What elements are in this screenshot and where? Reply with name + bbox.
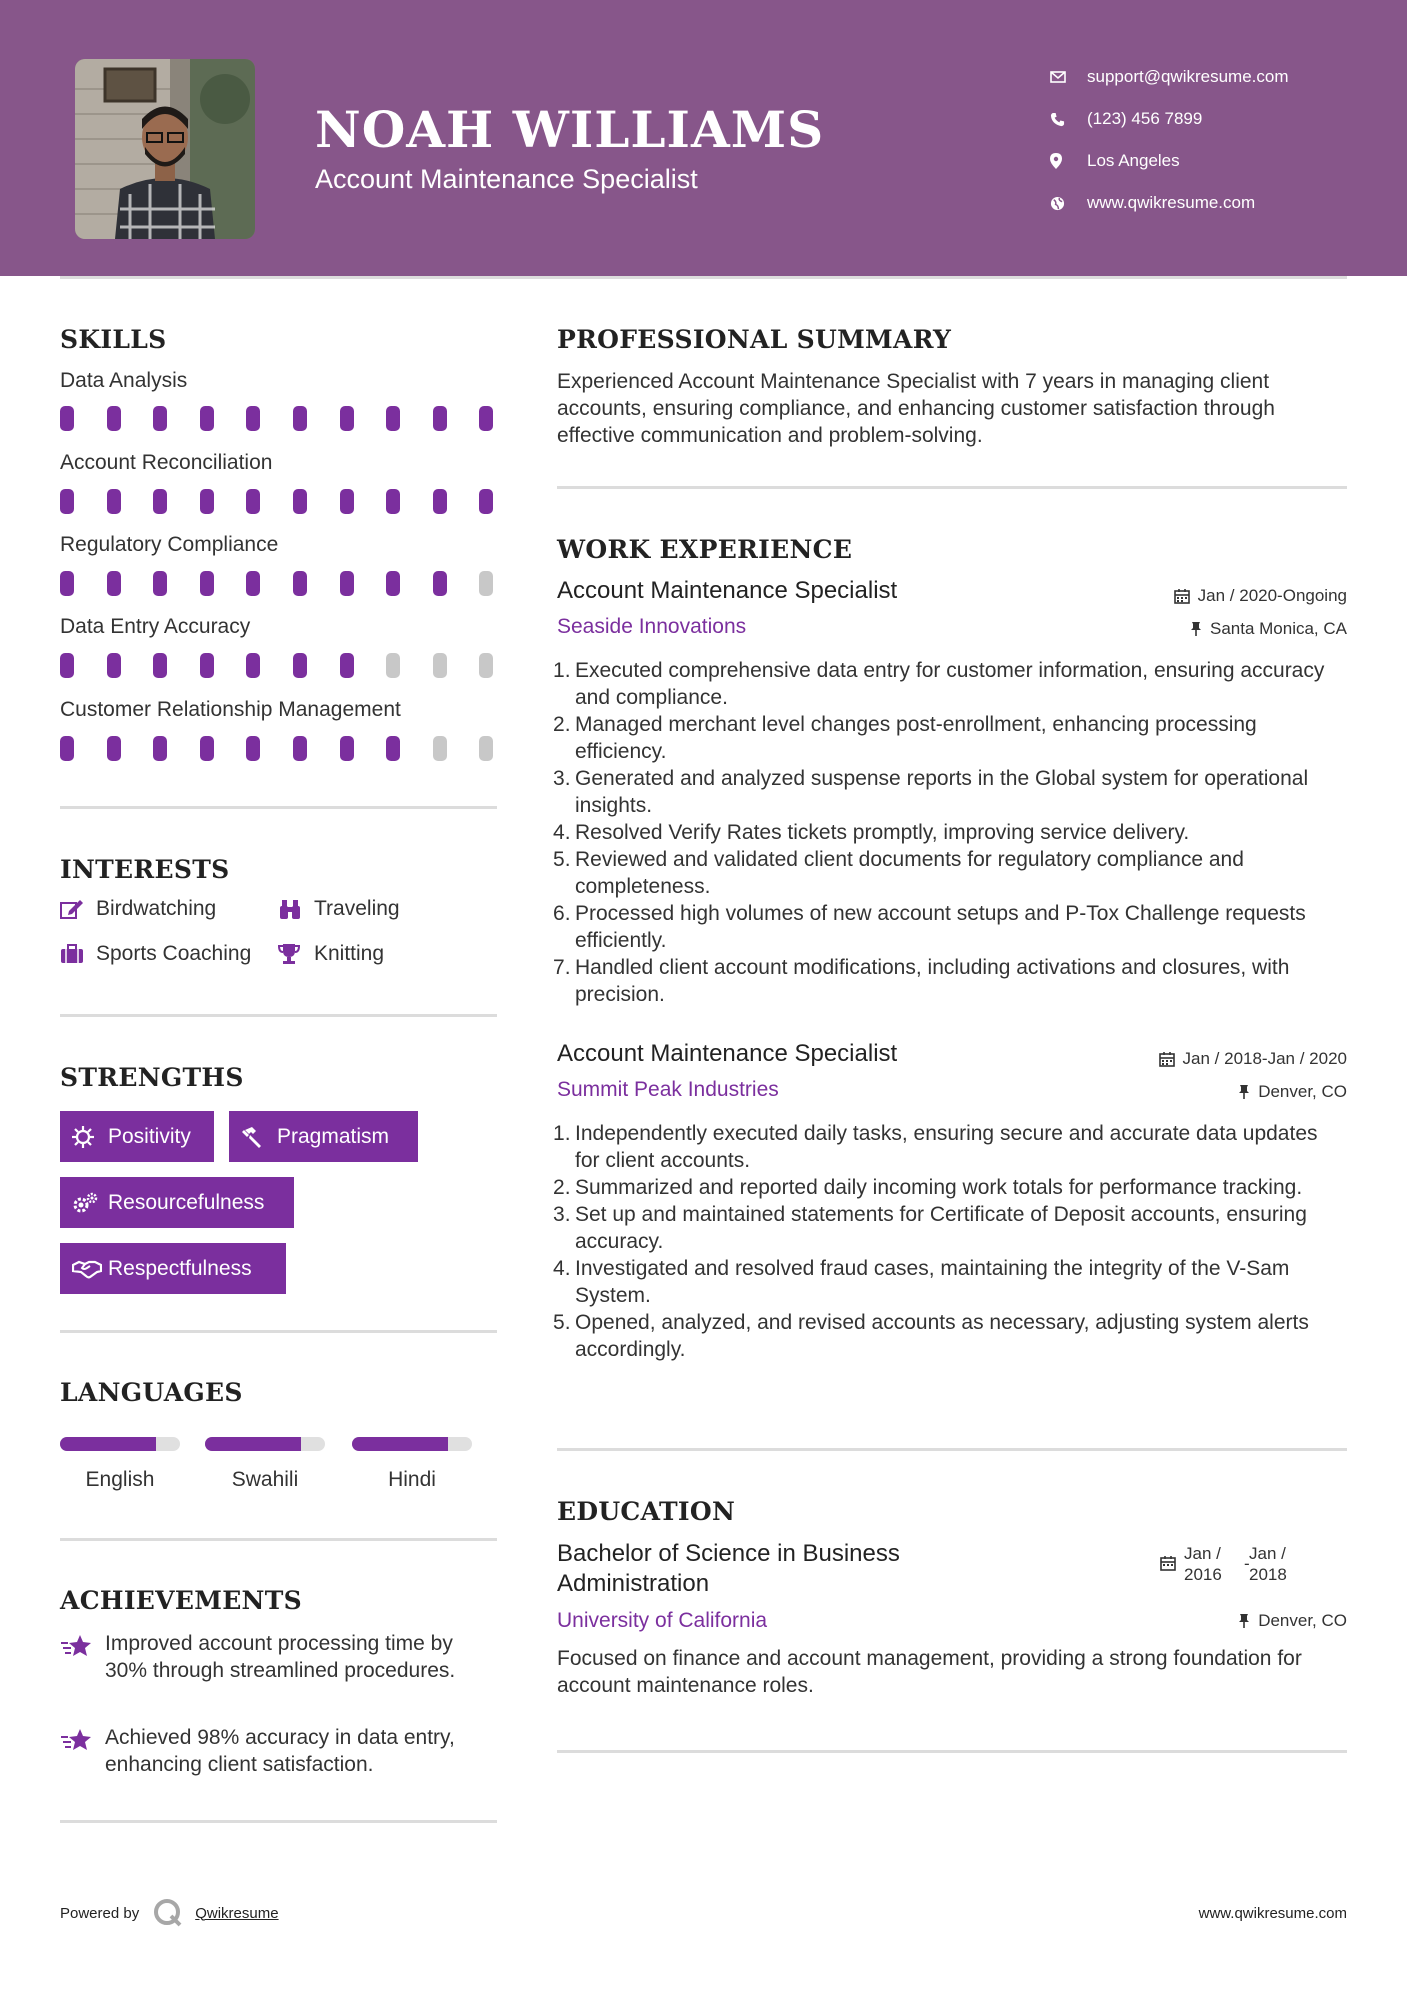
profile-photo bbox=[75, 59, 255, 239]
strength-badge: Positivity bbox=[60, 1111, 214, 1162]
skill-level-dot bbox=[433, 571, 447, 596]
skill-rating bbox=[60, 736, 526, 761]
skill-level-dot bbox=[293, 489, 307, 514]
achievement-item: Achieved 98% accuracy in data entry, enhancing client satisfaction. bbox=[60, 1724, 497, 1778]
list-item: Reviewed and validated client documents for regulatory compliance and completeness. bbox=[575, 848, 1244, 898]
list-item: Handled client account modifications, including activations and closures, with precision. bbox=[575, 956, 1290, 1006]
skill-level-dot bbox=[107, 653, 121, 678]
achievements-heading: ACHIEVEMENTS bbox=[60, 1586, 302, 1615]
skill-level-dot bbox=[433, 653, 447, 678]
language-name: Swahili bbox=[231, 1468, 299, 1491]
interests-heading: INTERESTS bbox=[60, 855, 230, 884]
language-name: Hindi bbox=[388, 1468, 436, 1491]
skill-level-dot bbox=[200, 571, 214, 596]
section-divider bbox=[557, 1448, 1347, 1451]
skill-level-dot bbox=[200, 736, 214, 761]
contact-location: Los Angeles bbox=[1050, 140, 1289, 182]
list-item: Set up and maintained statements for Certificate of Deposit accounts, ensuring accuracy. bbox=[575, 1203, 1307, 1253]
skill-level-dot bbox=[107, 489, 121, 514]
skill-level-dot bbox=[153, 736, 167, 761]
footer-powered-by: Powered by Qwikresume bbox=[60, 1898, 279, 1928]
skill-level-dot bbox=[107, 736, 121, 761]
section-divider bbox=[557, 1750, 1347, 1753]
star-icon bbox=[60, 1630, 105, 1684]
education-heading: EDUCATION bbox=[557, 1497, 736, 1526]
list-item: Summarized and reported daily incoming work totals for performance tracking. bbox=[575, 1176, 1303, 1199]
contact-website[interactable]: www.qwikresume.com bbox=[1050, 182, 1289, 224]
globe-icon bbox=[1050, 196, 1087, 211]
skill-level-dot bbox=[107, 571, 121, 596]
language-level-fill bbox=[60, 1437, 156, 1451]
strength-badge: Resourcefulness bbox=[60, 1177, 294, 1228]
skill-level-dot bbox=[340, 489, 354, 514]
language-level-bar bbox=[352, 1437, 472, 1451]
skill-level-dot bbox=[246, 406, 260, 431]
skill-level-dot bbox=[153, 653, 167, 678]
skill-name: Regulatory Compliance bbox=[60, 533, 279, 556]
job-title: Account Maintenance Specialist bbox=[557, 1040, 898, 1067]
list-item: Processed high volumes of new account setups and P-Tox Challenge requests efficiently. bbox=[575, 902, 1306, 952]
trophy-icon bbox=[278, 943, 314, 965]
skill-level-dot bbox=[340, 736, 354, 761]
skill-level-dot bbox=[153, 406, 167, 431]
skill-level-dot bbox=[386, 653, 400, 678]
skill-level-dot bbox=[340, 653, 354, 678]
skill-level-dot bbox=[246, 489, 260, 514]
briefcase-icon bbox=[60, 944, 96, 964]
skill-level-dot bbox=[479, 571, 493, 596]
list-item: Independently executed daily tasks, ensuring secure and accurate data updates for client accounts. bbox=[575, 1122, 1318, 1172]
strength-badge: Respectfulness bbox=[60, 1243, 286, 1294]
section-divider bbox=[60, 806, 497, 809]
job-location: Denver, CO bbox=[1238, 1082, 1347, 1102]
skill-level-dot bbox=[293, 571, 307, 596]
skill-level-dot bbox=[60, 489, 74, 514]
summary-text: Experienced Account Maintenance Specialist with 7 years in managing client accounts, ensuring compliance, and enhancing customer satisfaction through effective communication and problem-solving. bbox=[557, 370, 1275, 447]
skill-level-dot bbox=[479, 489, 493, 514]
qwikresume-logo-icon bbox=[153, 1898, 183, 1928]
skill-level-dot bbox=[386, 406, 400, 431]
degree-title: Bachelor of Science in Business Administration bbox=[557, 1540, 900, 1597]
skill-level-dot bbox=[479, 736, 493, 761]
skill-level-dot bbox=[153, 489, 167, 514]
company-name: Summit Peak Industries bbox=[557, 1078, 779, 1101]
skill-level-dot bbox=[246, 571, 260, 596]
achievement-item: Improved account processing time by 30% through streamlined procedures. bbox=[60, 1630, 497, 1684]
school-name: University of California bbox=[557, 1609, 768, 1632]
edit-icon bbox=[60, 899, 96, 919]
interest-item: Knitting bbox=[278, 942, 384, 966]
skill-level-dot bbox=[246, 653, 260, 678]
language-level-bar bbox=[60, 1437, 180, 1451]
summary-heading: PROFESSIONAL SUMMARY bbox=[557, 325, 952, 354]
company-name: Seaside Innovations bbox=[557, 615, 747, 638]
skill-level-dot bbox=[60, 736, 74, 761]
section-divider bbox=[60, 1330, 497, 1333]
job-location: Santa Monica, CA bbox=[1190, 619, 1347, 639]
location-pin-icon bbox=[1050, 153, 1087, 169]
job-title: Account Maintenance Specialist bbox=[557, 577, 898, 604]
skill-rating bbox=[60, 489, 526, 514]
skill-rating bbox=[60, 406, 526, 431]
skill-rating bbox=[60, 571, 526, 596]
education-location: Denver, CO bbox=[1238, 1611, 1347, 1631]
list-item: Generated and analyzed suspense reports in the Global system for operational insights. bbox=[575, 767, 1309, 817]
skill-level-dot bbox=[293, 653, 307, 678]
skill-level-dot bbox=[60, 571, 74, 596]
list-item: Resolved Verify Rates tickets promptly, improving service delivery. bbox=[575, 821, 1190, 844]
language-name: English bbox=[85, 1468, 155, 1491]
calendar-icon bbox=[1159, 1051, 1175, 1067]
skill-level-dot bbox=[433, 489, 447, 514]
languages-heading: LANGUAGES bbox=[60, 1378, 243, 1407]
education-dates: Jan / 2016 - Jan / 2018 bbox=[1160, 1543, 1309, 1585]
phone-icon bbox=[1050, 112, 1087, 127]
sun-icon bbox=[72, 1126, 108, 1148]
list-item: Managed merchant level changes post-enrollment, enhancing processing efficiency. bbox=[575, 713, 1257, 763]
handshake-icon bbox=[72, 1259, 108, 1279]
skill-rating bbox=[60, 653, 526, 678]
job-dates: Jan / 2018-Jan / 2020 bbox=[1159, 1049, 1347, 1069]
skill-level-dot bbox=[340, 571, 354, 596]
list-item: Investigated and resolved fraud cases, maintaining the integrity of the V-Sam System. bbox=[575, 1257, 1290, 1307]
language-level-fill bbox=[352, 1437, 448, 1451]
envelope-icon bbox=[1050, 71, 1087, 83]
skill-name: Customer Relationship Management bbox=[60, 698, 401, 721]
contact-email[interactable]: support@qwikresume.com bbox=[1050, 56, 1289, 98]
section-divider bbox=[557, 486, 1347, 489]
skill-level-dot bbox=[479, 406, 493, 431]
language-level-fill bbox=[205, 1437, 301, 1451]
job-responsibilities bbox=[575, 657, 1347, 1008]
resume-header bbox=[0, 0, 1407, 276]
skill-level-dot bbox=[200, 406, 214, 431]
candidate-name: NOAH WILLIAMS bbox=[315, 100, 825, 159]
gears-icon bbox=[72, 1192, 108, 1214]
skill-level-dot bbox=[340, 406, 354, 431]
skill-name: Account Reconciliation bbox=[60, 451, 273, 474]
contact-phone[interactable]: (123) 456 7899 bbox=[1050, 98, 1289, 140]
list-item: Opened, analyzed, and revised accounts as necessary, adjusting system alerts accordingly. bbox=[575, 1311, 1309, 1361]
interest-item: Sports Coaching bbox=[60, 942, 251, 966]
skill-level-dot bbox=[200, 489, 214, 514]
skill-name: Data Analysis bbox=[60, 369, 188, 392]
education-description: Focused on finance and account management, providing a strong foundation for account maintenance roles. bbox=[557, 1647, 1302, 1697]
skills-heading: SKILLS bbox=[60, 325, 167, 354]
pushpin-icon bbox=[1190, 621, 1202, 637]
section-divider bbox=[60, 1538, 497, 1541]
skill-level-dot bbox=[386, 489, 400, 514]
experience-heading: WORK EXPERIENCE bbox=[557, 535, 853, 564]
list-item: Executed comprehensive data entry for customer information, ensuring accuracy and compliance. bbox=[575, 659, 1325, 709]
skill-level-dot bbox=[200, 653, 214, 678]
skill-level-dot bbox=[246, 736, 260, 761]
job-dates: Jan / 2020-Ongoing bbox=[1174, 586, 1347, 606]
hammer-icon bbox=[241, 1126, 277, 1148]
skill-level-dot bbox=[153, 571, 167, 596]
skill-level-dot bbox=[433, 406, 447, 431]
strengths-heading: STRENGTHS bbox=[60, 1063, 244, 1092]
star-icon bbox=[60, 1724, 105, 1778]
skill-level-dot bbox=[479, 653, 493, 678]
job-responsibilities bbox=[575, 1120, 1347, 1363]
contact-list bbox=[1050, 56, 1289, 224]
interest-item: Traveling bbox=[278, 897, 400, 921]
pushpin-icon bbox=[1238, 1613, 1250, 1629]
skill-level-dot bbox=[293, 736, 307, 761]
pushpin-icon bbox=[1238, 1084, 1250, 1100]
skill-level-dot bbox=[60, 406, 74, 431]
qwikresume-link[interactable]: Qwikresume bbox=[195, 1904, 279, 1922]
skill-level-dot bbox=[386, 571, 400, 596]
skill-level-dot bbox=[386, 736, 400, 761]
section-divider bbox=[60, 1820, 497, 1823]
skill-level-dot bbox=[60, 653, 74, 678]
footer-website[interactable]: www.qwikresume.com bbox=[1198, 1905, 1347, 1922]
calendar-icon bbox=[1160, 1555, 1176, 1585]
interest-item: Birdwatching bbox=[60, 897, 216, 921]
section-divider bbox=[60, 1014, 497, 1017]
skill-name: Data Entry Accuracy bbox=[60, 615, 251, 638]
language-level-bar bbox=[205, 1437, 325, 1451]
skill-level-dot bbox=[433, 736, 447, 761]
skill-level-dot bbox=[107, 406, 121, 431]
binoculars-icon bbox=[278, 898, 314, 920]
skill-level-dot bbox=[293, 406, 307, 431]
calendar-icon bbox=[1174, 588, 1190, 604]
header-divider bbox=[60, 276, 1347, 279]
candidate-title: Account Maintenance Specialist bbox=[315, 164, 698, 194]
strength-badge: Pragmatism bbox=[229, 1111, 418, 1162]
